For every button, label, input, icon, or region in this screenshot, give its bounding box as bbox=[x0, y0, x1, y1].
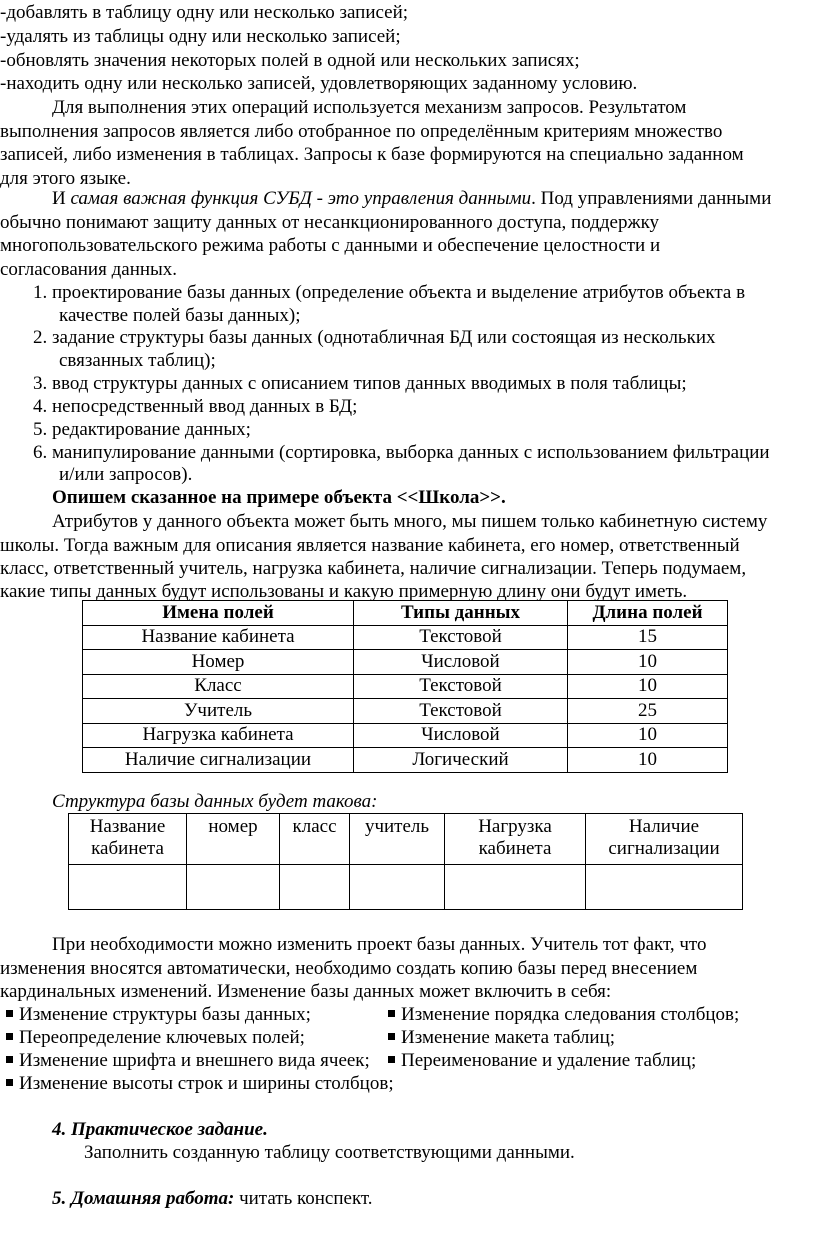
paragraph-line: какие типы данных будут использованы и какую примерную длину они будут иметь. bbox=[0, 581, 688, 602]
structure-table bbox=[68, 813, 743, 910]
list-item: Переопределение ключевых полей; bbox=[6, 1027, 305, 1050]
table-row bbox=[83, 699, 728, 724]
list-item: Изменение высоты строк и ширины столбцов; bbox=[6, 1073, 394, 1096]
paragraph-line: выполнения запросов является либо отобранное по определённым критериям множество bbox=[0, 121, 723, 142]
table-cell: 10 bbox=[568, 723, 728, 748]
list-item-1: 1. проектирование базы данных (определение объекта и выделение атрибутов объекта в bbox=[33, 282, 746, 303]
paragraph-line: обычно понимают защиту данных от несанкционированного доступа, поддержку bbox=[0, 212, 660, 233]
task-heading: 4. Практическое задание. bbox=[52, 1119, 268, 1140]
table-header-row bbox=[69, 814, 743, 865]
table-cell: 15 bbox=[568, 625, 728, 650]
table-row bbox=[83, 723, 728, 748]
list-item-6: 6. манипулирование данными (сортировка, выборка данных с использованием фильтрации bbox=[33, 442, 770, 463]
column-header: учитель bbox=[350, 814, 445, 865]
list-item: Переименование и удаление таблиц; bbox=[388, 1050, 696, 1073]
bullet-icon bbox=[6, 1033, 13, 1040]
emphasis-text: самая важная функция СУБД - это управления данными bbox=[70, 188, 532, 209]
table-row bbox=[69, 865, 743, 910]
paragraph-line: изменения вносятся автоматически, необходимо создать копию базы перед внесением bbox=[0, 958, 698, 979]
table-cell bbox=[280, 865, 350, 910]
paragraph-line: Для выполнения этих операций используется механизм запросов. Результатом bbox=[52, 97, 687, 118]
table-cell: Название кабинета bbox=[83, 625, 354, 650]
table-cell: Числовой bbox=[354, 723, 568, 748]
column-header: Типы данных bbox=[354, 601, 568, 626]
table-cell: 10 bbox=[568, 748, 728, 773]
table-header-row bbox=[83, 601, 728, 626]
list-item-4: 4. непосредственный ввод данных в БД; bbox=[33, 396, 358, 417]
table-cell: Логический bbox=[354, 748, 568, 773]
bullet-icon bbox=[6, 1010, 13, 1017]
table-cell: 10 bbox=[568, 650, 728, 675]
table-cell: Текстовой bbox=[354, 674, 568, 699]
paragraph-line: для этого языке. bbox=[0, 168, 131, 189]
example-heading: Опишем сказанное на примере объекта <<Школа>>. bbox=[52, 487, 506, 508]
bullet-icon bbox=[388, 1056, 395, 1063]
column-header: Длина полей bbox=[568, 601, 728, 626]
list-item: Изменение структуры базы данных; bbox=[6, 1004, 311, 1027]
homework-line bbox=[52, 1188, 373, 1211]
table-row bbox=[83, 650, 728, 675]
list-item: Изменение шрифта и внешнего вида ячеек; bbox=[6, 1050, 370, 1073]
paragraph-line: При необходимости можно изменить проект базы данных. Учитель тот факт, что bbox=[52, 934, 707, 955]
paragraph-line: записей, либо изменения в таблицах. Запросы к базе формируются на специально заданном bbox=[0, 144, 744, 165]
table-cell: Класс bbox=[83, 674, 354, 699]
table-cell bbox=[187, 865, 280, 910]
bullet-icon bbox=[388, 1010, 395, 1017]
bullet-icon bbox=[388, 1033, 395, 1040]
table-cell bbox=[69, 865, 187, 910]
table-cell bbox=[350, 865, 445, 910]
fields-table bbox=[82, 600, 728, 773]
paragraph-line: согласования данных. bbox=[0, 259, 178, 280]
column-header: номер bbox=[187, 814, 280, 865]
paragraph-line: класс, ответственный учитель, нагрузка кабинета, наличие сигнализации. Теперь подумаем, bbox=[0, 558, 747, 579]
list-item: Изменение порядка следования столбцов; bbox=[388, 1004, 739, 1027]
intro-line: -добавлять в таблицу одну или несколько записей; bbox=[0, 2, 409, 23]
table-cell bbox=[586, 865, 743, 910]
table-cell: Текстовой bbox=[354, 625, 568, 650]
paragraph-line: школы. Тогда важным для описания является название кабинета, его номер, ответственный bbox=[0, 535, 740, 556]
table-row bbox=[83, 674, 728, 699]
structure-caption: Структура базы данных будет такова: bbox=[52, 791, 378, 812]
table-row bbox=[83, 625, 728, 650]
column-header: Название кабинета bbox=[69, 814, 187, 865]
column-header: Наличие сигнализации bbox=[586, 814, 743, 865]
bullet-icon bbox=[6, 1079, 13, 1086]
list-item-5: 5. редактирование данных; bbox=[33, 419, 251, 440]
bullet-icon bbox=[6, 1056, 13, 1063]
table-cell: 25 bbox=[568, 699, 728, 724]
paragraph-line: И самая важная функция СУБД - это управления данными. Под управлениями данными bbox=[52, 188, 772, 209]
paragraph-line: многопользовательского режима работы с данными и обеспечение целостности и bbox=[0, 235, 661, 256]
table-cell: Учитель bbox=[83, 699, 354, 724]
list-item-2-cont: связанных таблиц); bbox=[59, 350, 216, 371]
list-item-6-cont: и/или запросов). bbox=[59, 464, 193, 485]
table-cell bbox=[445, 865, 586, 910]
list-item-3: 3. ввод структуры данных с описанием типов данных вводимых в поля таблицы; bbox=[33, 373, 687, 394]
list-item: Изменение макета таблиц; bbox=[388, 1027, 615, 1050]
paragraph-line: Атрибутов у данного объекта может быть много, мы пишем только кабинетную систему bbox=[52, 511, 768, 532]
homework-text: читать конспект. bbox=[234, 1188, 373, 1209]
table-cell: Номер bbox=[83, 650, 354, 675]
table-row bbox=[83, 748, 728, 773]
column-header: Нагрузка кабинета bbox=[445, 814, 586, 865]
column-header: класс bbox=[280, 814, 350, 865]
intro-line: -удалять из таблицы одну или несколько записей; bbox=[0, 26, 401, 47]
intro-line: -обновлять значения некоторых полей в одной или нескольких записях; bbox=[0, 50, 580, 71]
list-item-1-cont: качестве полей базы данных); bbox=[59, 305, 301, 326]
paragraph-line: кардинальных изменений. Изменение базы данных может включить в себя: bbox=[0, 981, 612, 1002]
table-cell: 10 bbox=[568, 674, 728, 699]
table-cell: Наличие сигнализации bbox=[83, 748, 354, 773]
table-cell: Текстовой bbox=[354, 699, 568, 724]
table-cell: Числовой bbox=[354, 650, 568, 675]
intro-line: -находить одну или несколько записей, удовлетворяющих заданному условию. bbox=[0, 73, 638, 94]
homework-heading: 5. Домашняя работа: bbox=[52, 1188, 235, 1209]
list-item-2: 2. задание структуры базы данных (однотабличная БД или состоящая из нескольких bbox=[33, 327, 716, 348]
table-cell: Нагрузка кабинета bbox=[83, 723, 354, 748]
task-text: Заполнить созданную таблицу соответствующими данными. bbox=[84, 1142, 575, 1163]
column-header: Имена полей bbox=[83, 601, 354, 626]
